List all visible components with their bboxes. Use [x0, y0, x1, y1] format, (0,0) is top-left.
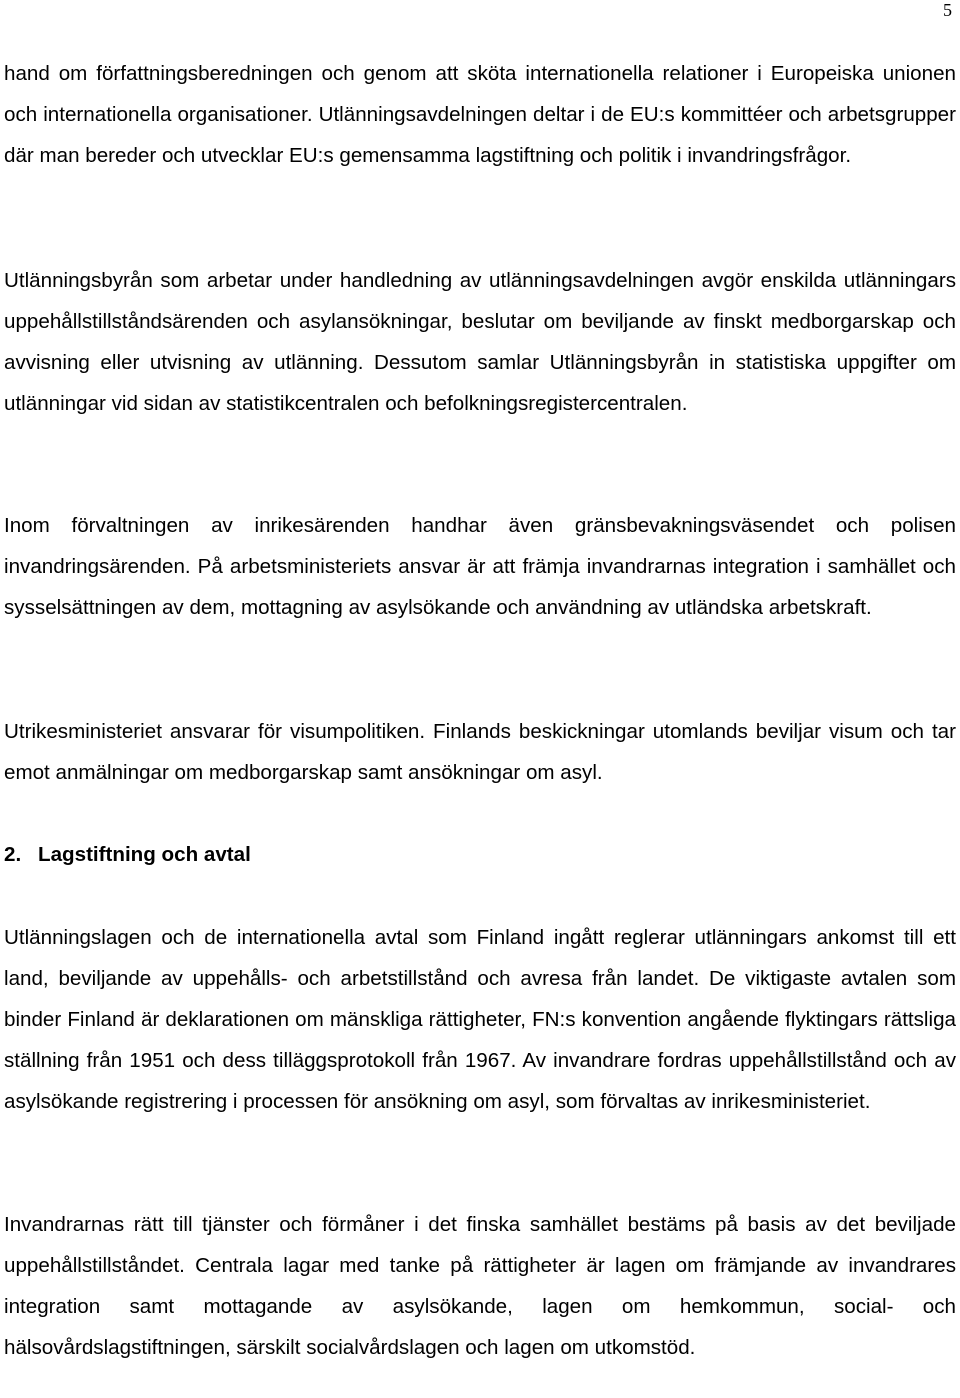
- page-number: 5: [943, 0, 952, 20]
- paragraph-foreign-ministry: Utrikesministeriet ansvarar för visumpolitiken. Finlands beskickningar utomlands beviljar visum och tar emot anmälningar om medborgarskap samt ansökningar om asyl.: [4, 720, 956, 784]
- section-title: Lagstiftning och avtal: [38, 843, 251, 866]
- paragraph-rights-services: Invandrarnas rätt till tjänster och förmåner i det finska samhället bestäms på basis av det beviljade uppehållstillståndet. Centrala lagar med tanke på rättigheter är lagen om främjande av invandrares integration samt mottagande av asylsökande, lagen om hemkommun, social- och hälsovårdslagstiftningen, särskilt socialvårdslagen och lagen om utkomstöd.: [4, 1213, 956, 1359]
- paragraph-legislation: Utlänningslagen och de internationella avtal som Finland ingått reglerar utlänningars ankomst till ett land, beviljande av uppehålls- och arbetstillstånd och avresa från landet. De viktigaste avtalen som binder Finland är deklarationen om mänskliga rättigheter, FN:s konvention angående flyktingars rättsliga ställning från 1951 och dess tilläggsprotokoll från 1967. Av invandrare fordras uppehållstillstånd och av asylsökande registrering i processen för ansökning om asyl, som förvaltas av inrikesministeriet.: [4, 926, 956, 1113]
- paragraph-ministry-duties: hand om författningsberedningen och genom att sköta internationella relationer i Europeiska unionen och internationella organisationer. Utlänningsavdelningen deltar i de EU:s kommittéer och arbetsgrupper där man bereder och utvecklar EU:s gemensamma lagstiftning och politik i invandringsfrågor.: [4, 62, 956, 167]
- paragraph-interior-administration: Inom förvaltningen av inrikesärenden handhar även gränsbevakningsväsendet och polisen invandringsärenden. På arbetsministeriets ansvar är att främja invandrarnas integration i samhället och sysselsättningen av dem, mottagning av asylsökande och användning av utländska arbetskraft.: [4, 514, 956, 619]
- paragraph-immigration-bureau: Utlänningsbyrån som arbetar under handledning av utlänningsavdelningen avgör enskilda utlänningars uppehållstillståndsärenden och asylansökningar, beslutar om beviljande av finskt medborgarskap och avvisning eller utvisning av utlänning. Dessutom samlar Utlänningsbyrån in statistiska uppgifter om utlänningar vid sidan av statistikcentralen och befolkningsregistercentralen.: [4, 269, 956, 415]
- section-number: 2.: [4, 843, 22, 866]
- section-heading: [4, 834, 956, 875]
